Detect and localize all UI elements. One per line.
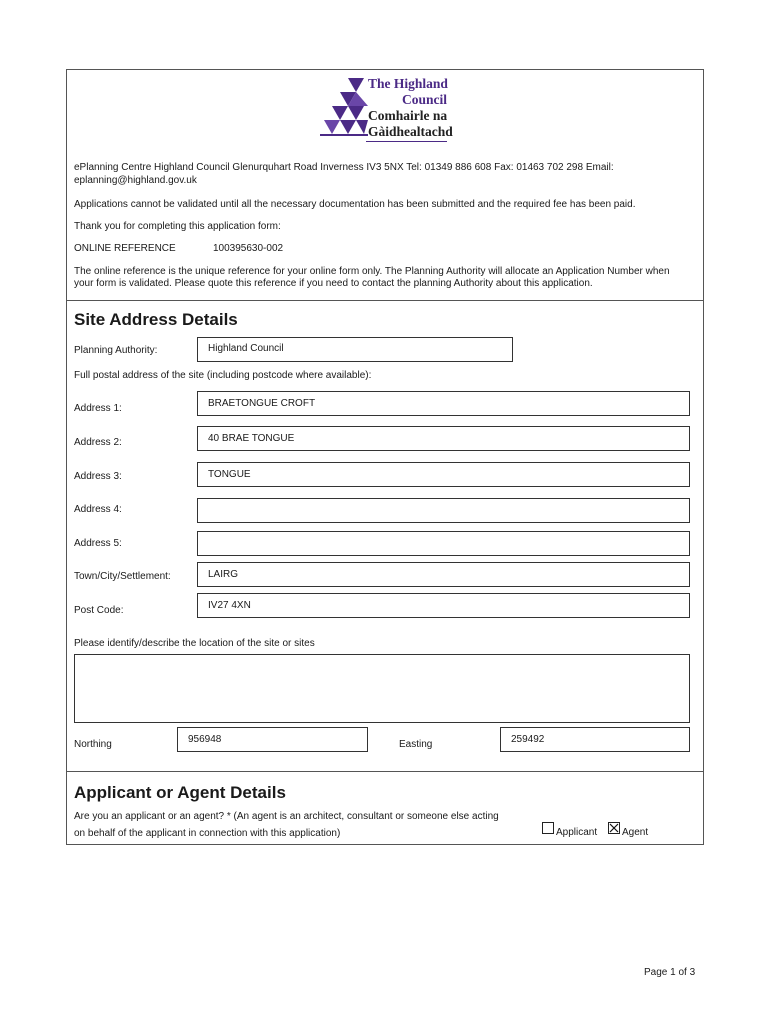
address-4-field[interactable] — [197, 498, 690, 523]
address-3-field[interactable] — [197, 462, 690, 487]
logo-line-2: Council — [402, 92, 448, 107]
address-3-label: Address 3: — [74, 471, 122, 482]
logo-line-1: The Highland — [368, 76, 448, 91]
northing-value: 956948 — [188, 734, 222, 745]
thank-you-text: Thank you for completing this application form: — [74, 221, 281, 232]
contact-line-2: eplanning@highland.gov.uk — [74, 175, 197, 186]
easting-field[interactable] — [500, 727, 690, 752]
logo-line-3: Comhairle na — [368, 108, 448, 123]
address-2-label: Address 2: — [74, 437, 122, 448]
checkbox-cross-icon — [609, 823, 619, 833]
post-code-value: IV27 4XN — [208, 600, 251, 611]
postal-address-intro: Full postal address of the site (including postcode where available): — [74, 370, 372, 381]
town-field[interactable] — [197, 562, 690, 587]
applicant-question-line-2: on behalf of the applicant in connection with this application) — [74, 828, 341, 839]
agent-option-label: Agent — [622, 827, 649, 838]
address-4-label: Address 4: — [74, 504, 122, 515]
northing-field[interactable] — [177, 727, 368, 752]
easting-value: 259492 — [511, 734, 545, 745]
address-2-value: 40 BRAE TONGUE — [208, 433, 295, 444]
location-description-field[interactable] — [74, 654, 690, 723]
validation-note: Applications cannot be validated until all the necessary documentation has been submitted and the required fee has been paid. — [74, 199, 636, 210]
location-prompt: Please identify/describe the location of the site or sites — [74, 638, 315, 649]
address-5-label: Address 5: — [74, 538, 122, 549]
applicant-section-title: Applicant or Agent Details — [74, 783, 286, 802]
post-code-field[interactable] — [197, 593, 690, 618]
page-number: Page 1 of 3 — [644, 967, 696, 978]
town-value: LAIRG — [208, 569, 239, 580]
northing-label: Northing — [74, 739, 112, 750]
town-label: Town/City/Settlement: — [74, 571, 171, 582]
online-reference-label: ONLINE REFERENCE — [74, 243, 176, 254]
logo-triangles-icon — [318, 76, 370, 142]
planning-authority-label: Planning Authority: — [74, 345, 158, 356]
address-3-value: TONGUE — [208, 469, 251, 480]
address-1-label: Address 1: — [74, 403, 122, 414]
applicant-checkbox[interactable] — [542, 822, 554, 834]
address-1-field[interactable] — [197, 391, 690, 416]
address-2-field[interactable] — [197, 426, 690, 451]
applicant-option-label: Applicant — [556, 827, 598, 838]
contact-line-1: ePlanning Centre Highland Council Glenurquhart Road Inverness IV3 5NX Tel: 01349 886 608 Fax: 01463 702 298 Email: — [74, 162, 614, 173]
reference-note-line-2: your form is validated. Please quote this reference if you need to contact the planning Authority about this application. — [74, 278, 593, 289]
logo-underline — [366, 141, 447, 142]
agent-checkbox[interactable] — [608, 822, 620, 834]
address-1-value: BRAETONGUE CROFT — [208, 398, 316, 409]
online-reference-value: 100395630-002 — [213, 243, 284, 254]
applicant-question-line-1: Are you an applicant or an agent? * (An agent is an architect, consultant or someone else acting — [74, 811, 499, 822]
planning-authority-value: Highland Council — [208, 343, 284, 354]
site-section-title: Site Address Details — [74, 310, 238, 329]
planning-authority-field[interactable] — [197, 337, 513, 362]
reference-note-line-1: The online reference is the unique reference for your online form only. The Planning Authority will allocate an Application Number when — [74, 266, 670, 277]
address-5-field[interactable] — [197, 531, 690, 556]
post-code-label: Post Code: — [74, 605, 124, 616]
easting-label: Easting — [399, 739, 433, 750]
logo-line-4: Gàidhealtachd — [368, 124, 453, 139]
